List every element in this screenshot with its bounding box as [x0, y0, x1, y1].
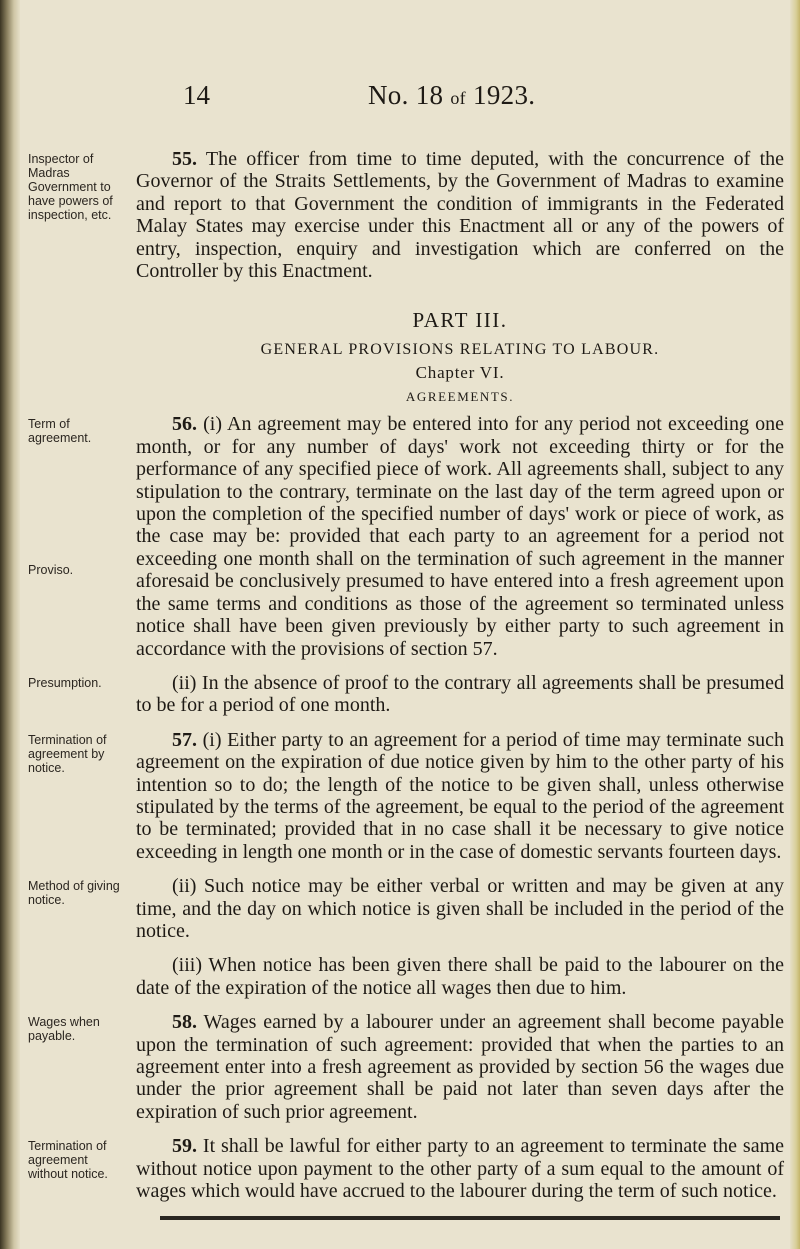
running-head	[368, 80, 535, 111]
margin-note-proviso: Proviso.	[28, 563, 74, 578]
running-head-year: 1923.	[473, 80, 536, 110]
running-head-prefix: No. 18	[368, 80, 444, 110]
margin-note-presumption: Presumption.	[28, 675, 102, 690]
section-number: 58.	[172, 1011, 197, 1034]
page-binding-edge	[0, 0, 20, 1249]
margin-note-method-of-notice: Method of giving notice.	[28, 879, 120, 908]
agreements-title: AGREEMENTS.	[405, 389, 515, 405]
section-text: It shall be lawful for either party to an agreement to terminate the same without notice upon payment to the other party of a sum equal to the amount of wages which would have accrued to the labourer during the term of such notice.	[136, 1135, 785, 1203]
section-58	[136, 1011, 784, 1123]
chapter-title: Chapter VI.	[415, 363, 505, 383]
page-header	[0, 80, 800, 120]
section-56-ii: (ii) In the absence of proof to the contrary all agreements shall be presumed to be for a period of one month.	[136, 671, 784, 717]
section-text: Wages earned by a labourer under an agreement shall become payable upon the termination of such agreement: provided that when the parties to an agreement enter into a fresh agreement as provided by section 56 the wages due under the prior agreement shall be paid not later than seven days after the expiration of such prior agreement.	[136, 1011, 784, 1123]
running-head-of: of	[450, 88, 466, 108]
section-57-iii: (iii) When notice has been given there shall be paid to the labourer on the date of the expiration of the notice all wages then due to him.	[136, 954, 784, 999]
part-title: PART III.	[412, 308, 508, 333]
section-number: 57.	[172, 728, 197, 751]
section-55	[136, 148, 784, 282]
section-57-i	[136, 729, 784, 863]
page-number: 14	[183, 80, 210, 110]
section-56-i	[136, 413, 784, 659]
section-text: (i) Either party to an agreement for a period of time may terminate such agreement on the expiration of due notice given by him to the other party of his intention so to do; the length of the notice to be given shall, unless otherwise stipulated by the terms of the agreement, be equal to the period of the agreement to be terminated; provided that in no case shall it be necessary to give notice exceeding in length one month or in the case of domestic servants fourteen days.	[136, 728, 785, 863]
page-right-edge	[790, 0, 800, 1249]
section-57-ii: (ii) Such notice may be either verbal or written and may be given at any time, and the day on which notice is given shall be included in the period of the notice.	[136, 875, 784, 942]
margin-note-termination-by-notice: Termination of agreement by notice.	[28, 732, 107, 775]
section-59	[136, 1135, 784, 1202]
general-provisions-title: GENERAL PROVISIONS RELATING TO LABOUR.	[260, 341, 660, 359]
section-number: 56.	[172, 413, 197, 436]
margin-note-wages-payable: Wages when payable.	[28, 1015, 100, 1044]
section-text: (i) An agreement may be entered into for any period not exceeding one month, or for any number of days' work not exceeding thirty or for the performance of any specified piece of work. All agreements shall, subject to any stipulation to the contrary, terminate on the last day of the term agreed upon or upon the completion of the specified number of days' work or piece of work, as the case may be: provided that each party to an agreement for a period not exceeding one month shall on the termination of such agreement in the manner aforesaid be conclusively presumed to have entered into a fresh agreement upon the same terms and conditions as those of the agreement so terminated unless notice shall have been given previously by either party to such agreement in accordance with the provisions of section 57.	[136, 413, 785, 660]
bottom-rule	[160, 1216, 780, 1220]
margin-note-termination-without-notice: Termination of agreement without notice.	[28, 1139, 108, 1182]
section-text: The officer from time to time deputed, with the concurrence of the Governor of the Straits Settlements, by the Government of Madras to examine and report to that Government the condition of immigrants in the Federated Malay States may exercise under this Enactment all or any of the powers of entry, inspection, enquiry and investigation which are conferred on the Controller by this Enactment.	[136, 148, 785, 283]
section-number: 59.	[172, 1135, 197, 1158]
section-number: 55.	[172, 148, 197, 170]
margin-note-term-of-agreement: Term of agreement.	[28, 417, 92, 446]
margin-note-s55: Inspector of Madras Government to have powers of inspection, etc.	[28, 152, 113, 222]
